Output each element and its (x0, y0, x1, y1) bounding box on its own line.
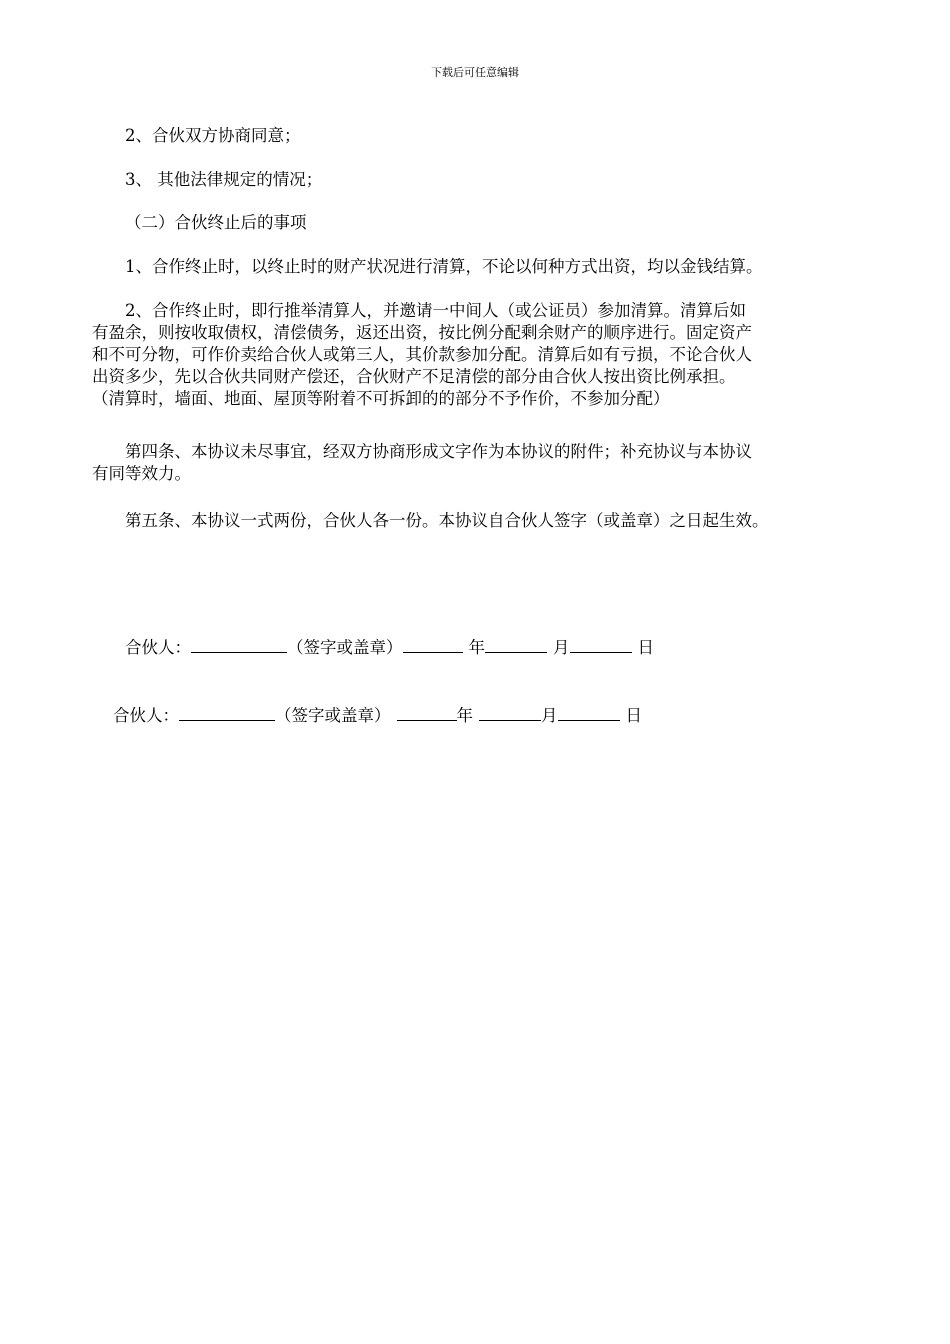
partner-name-blank[interactable] (179, 706, 275, 721)
year-blank[interactable] (397, 706, 457, 721)
clause-2-line-2: 有盈余，则按收取债权，清偿债务，返还出资，按比例分配剩余财产的顺序进行。固定资产 (92, 323, 752, 342)
article-5: 第五条、本协议一式两份，合伙人各一份。本协议自合伙人签字（或盖章）之日起生效。 (125, 511, 769, 530)
sign-note: （签字或盖章） (287, 638, 403, 657)
month-blank[interactable] (485, 638, 547, 653)
day-label: 日 (637, 638, 654, 657)
day-label: 日 (625, 706, 642, 725)
clause-2 (92, 300, 862, 410)
clause-2-line-5: （清算时，墙面、地面、屋顶等附着不可拆卸的的部分不予作价，不参加分配） (92, 389, 670, 408)
month-blank[interactable] (479, 706, 541, 721)
section-title: （二）合伙终止后的事项 (125, 213, 307, 232)
clause-2-line-1: 2、合作终止时，即行推举清算人，并邀请一中间人（或公证员）参加清算。清算后如 (125, 301, 746, 320)
year-blank[interactable] (403, 638, 463, 653)
month-label: 月 (553, 638, 570, 657)
month-label: 月 (541, 706, 558, 725)
clause-2-line-3: 和不可分物，可作价卖给合伙人或第三人，其价款参加分配。清算后如有亏损，不论合伙人 (92, 345, 752, 364)
day-blank[interactable] (558, 706, 620, 721)
sign-note: （签字或盖章） (275, 706, 391, 725)
year-label: 年 (468, 638, 485, 657)
year-label: 年 (456, 706, 473, 725)
document-header-note: 下载后可任意编辑 (431, 66, 519, 79)
list-item-3: 3、 其他法律规定的情况； (125, 170, 323, 189)
article-4-line-1: 第四条、本协议未尽事宜，经双方协商形成文字作为本协议的附件；补充协议与本协议 (125, 442, 752, 461)
partner-name-blank[interactable] (191, 638, 287, 653)
day-blank[interactable] (570, 638, 632, 653)
signature-line-2 (113, 705, 642, 727)
article-4-line-2: 有同等效力。 (92, 464, 191, 483)
list-item-2: 2、合伙双方协商同意； (125, 126, 301, 145)
clause-1: 1、合作终止时，以终止时的财产状况进行清算，不论以何种方式出资，均以金钱结算。 (125, 257, 763, 276)
article-4 (92, 441, 862, 485)
partner-label: 合伙人： (125, 638, 191, 657)
partner-label: 合伙人： (113, 706, 179, 725)
signature-line-1 (125, 637, 654, 659)
clause-2-line-4: 出资多少，先以合伙共同财产偿还，合伙财产不足清偿的部分由合伙人按出资比例承担。 (92, 367, 736, 386)
